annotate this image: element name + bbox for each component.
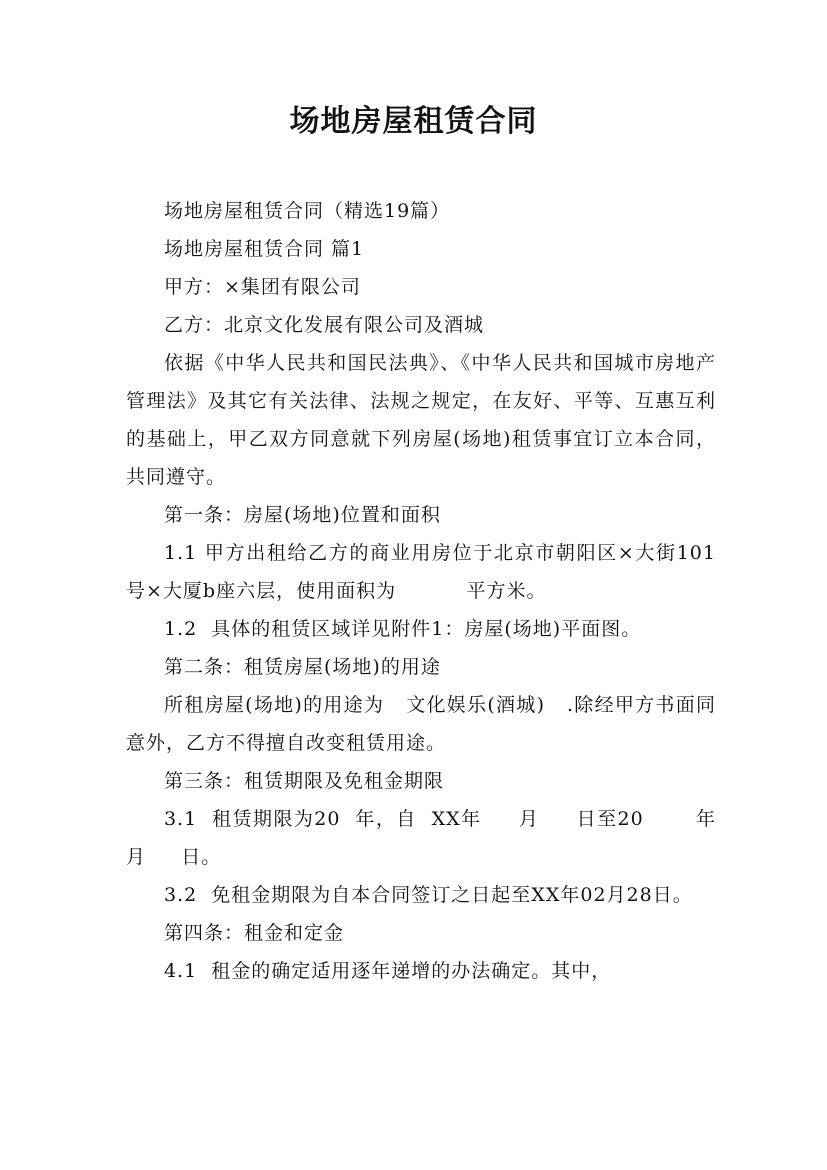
section-heading: 第一条：房屋(场地)位置和面积: [164, 504, 441, 526]
paragraph: 3.1 租赁期限为20 年，自 XX年 月 日至20 年 月 日。: [126, 808, 752, 868]
section-heading: 第四条：租金和定金: [164, 922, 345, 944]
paragraph: 4.1 租金的确定适用逐年递增的办法确定。其中，: [164, 960, 612, 982]
document-body: [126, 192, 752, 990]
paragraph: 1.2 具体的租赁区域详见附件1：房屋(场地)平面图。: [164, 618, 642, 640]
paragraph: 依据《中华人民共和国民法典》、《中华人民共和国城市房地产管理法》及其它有关法律、法规之规定，在友好、平等、互惠互利的基础上，甲乙双方同意就下列房屋(场地)租赁事宜订立本合同，共同遵守。: [126, 352, 716, 488]
paragraph: 甲方：×集团有限公司: [164, 276, 361, 298]
paragraph: 场地房屋租赁合同 篇1: [164, 238, 365, 260]
paragraph: 1.1 甲方出租给乙方的商业用房位于北京市朝阳区×大街101号×大厦b座六层，使用面积为 平方米。: [126, 542, 716, 602]
paragraph: 场地房屋租赁合同（精选19篇）: [164, 200, 451, 222]
paragraph: 所租房屋(场地)的用途为 文化娱乐(酒城) .除经甲方书面同意外，乙方不得擅自改变租赁用途。: [126, 694, 716, 754]
paragraph: 乙方：北京文化发展有限公司及酒城: [164, 314, 485, 336]
paragraph: 3.2 免租金期限为自本合同签订之日起至XX年02月28日。: [164, 884, 693, 906]
section-heading: 第三条：租赁期限及免租金期限: [164, 770, 445, 792]
section-heading: 第二条：租赁房屋(场地)的用途: [164, 656, 441, 678]
document-title: 场地房屋租赁合同: [289, 104, 538, 139]
